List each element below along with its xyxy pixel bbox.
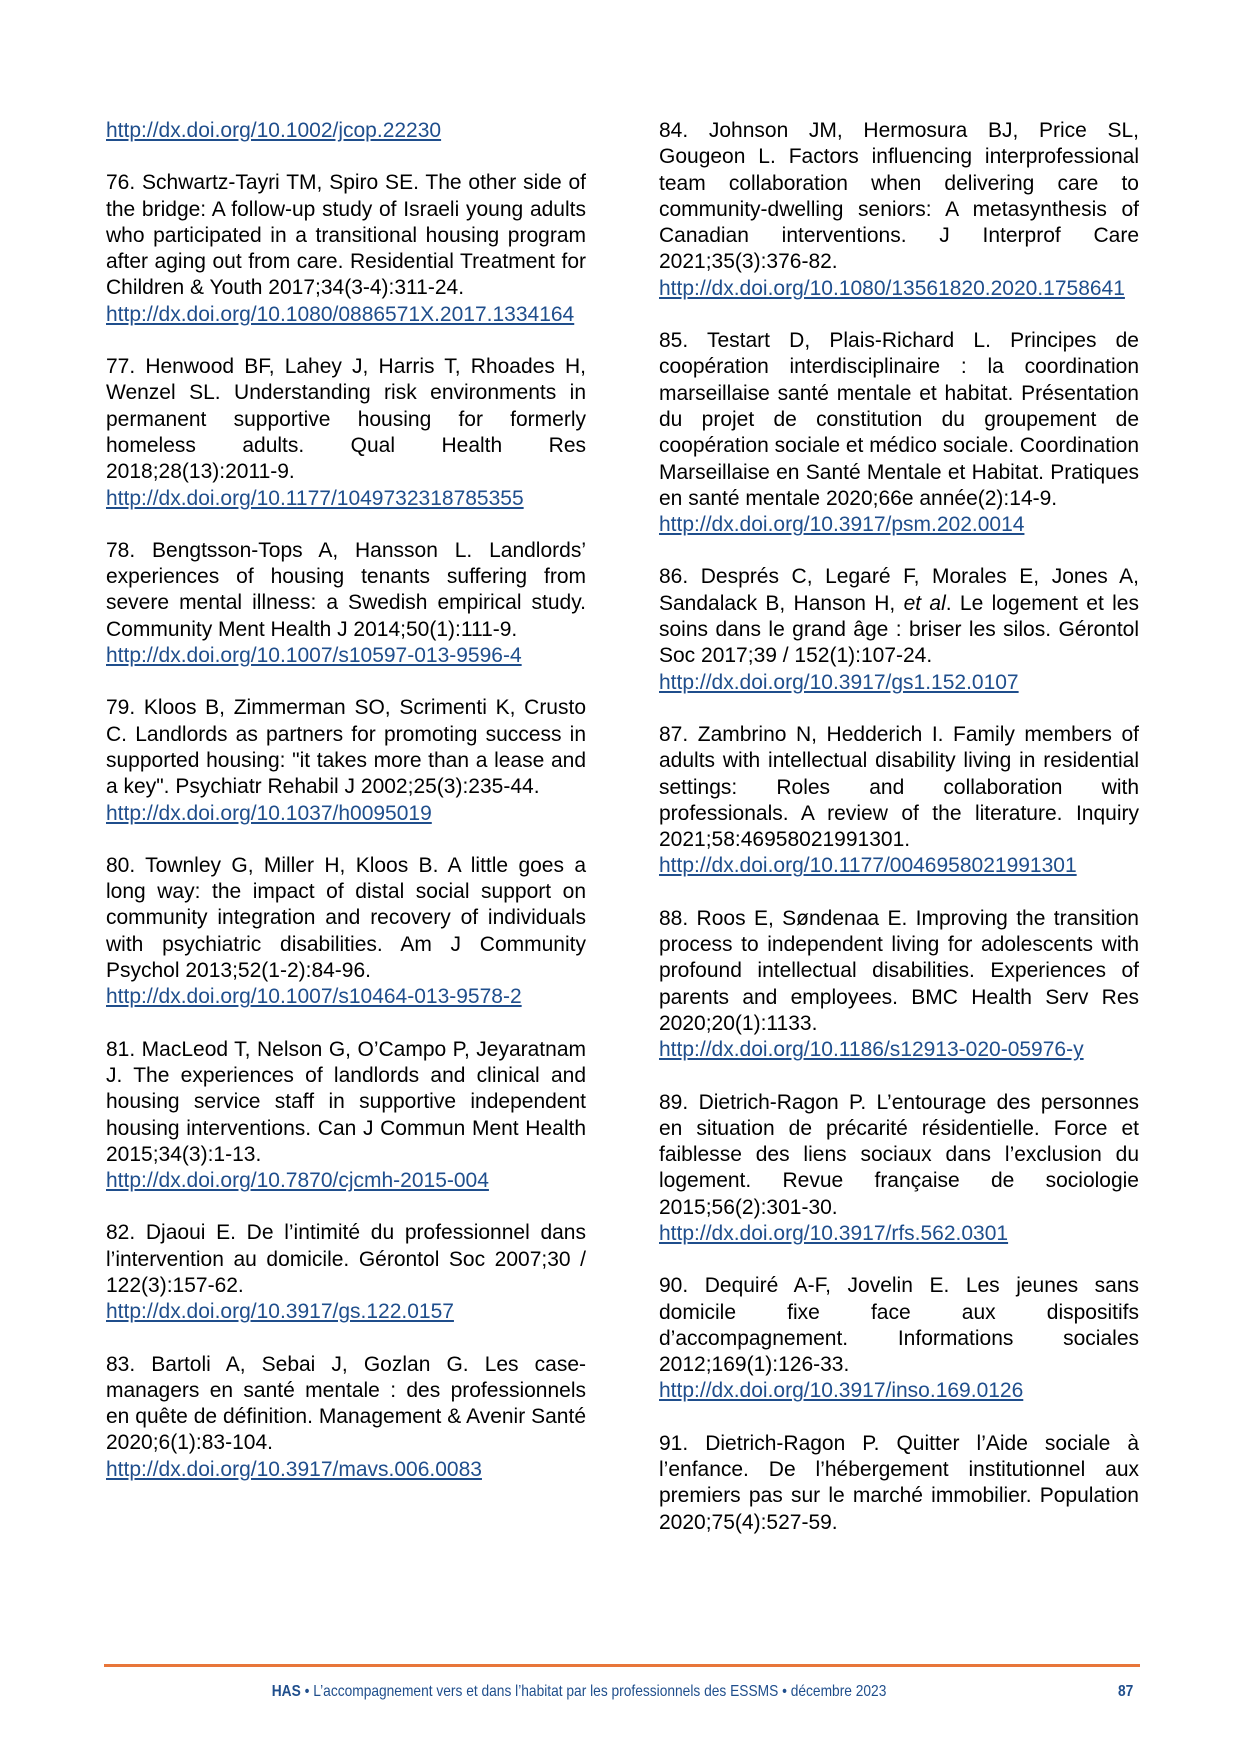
doi-link[interactable]: http://dx.doi.org/10.3917/inso.169.0126 [659,1379,1024,1403]
doi-link[interactable]: http://dx.doi.org/10.1080/0886571X.2017.1334164 [106,302,575,326]
reference-text: 81. MacLeod T, Nelson G, O’Campo P, Jeyaratnam J. The experiences of landlords and clinical and housing service staff in supportive independent housing interventions. Can J Commun Ment Health 2015;34(3):1-13. [106,1037,586,1166]
reference-item [659,1431,1139,1536]
reference-text: 77. Henwood BF, Lahey J, Harris T, Rhoades H, Wenzel SL. Understanding risk environments in permanent supportive housing for formerly homeless adults. Qual Health Res 2018;28(13):2011-9. [106,355,586,484]
footer-text [272,1683,1132,1701]
reference-text: 85. Testart D, Plais-Richard L. Principes de coopération interdisciplinaire : la coordination marseillaise santé mentale et habitat. Présentation du projet de constitution du groupement de coopération sociale et médico sociale. Coordination Marseillaise en Santé Mentale et Habitat. Pratiques en santé mentale 2020;66e année(2):14-9. [659,329,1139,510]
page-number: 87 [1118,1683,1134,1700]
footer-separator: • [300,1683,314,1700]
reference-text: 82. Djaoui E. De l’intimité du professionnel dans l’intervention au domicile. Gérontol Soc 2007;30 / 122(3):157-62. [106,1221,586,1297]
et-al-italic: et al [903,591,946,615]
reference-item [106,1352,586,1483]
footer-brand: HAS [271,1683,301,1700]
reference-item [659,1273,1139,1404]
reference-item [659,906,1139,1064]
footer-title: L’accompagnement vers et dans l’habitat par les professionnels des ESSMS [313,1683,779,1700]
reference-text-start: 86. Després C, Legaré F, Morales E, Jones A, Sandalack B, Hanson H, [659,565,1139,615]
doi-link[interactable]: http://dx.doi.org/10.1177/1049732318785355 [106,486,524,510]
reference-text-end: . Le logement et les soins dans le grand âge : briser les silos. Gérontol Soc 2017;39 / 152(1):107-24. [659,591,1139,668]
reference-text [659,564,1139,669]
footer-separator: • [778,1683,791,1700]
reference-item [659,1090,1139,1248]
doi-link[interactable]: http://dx.doi.org/10.7870/cjcmh-2015-004 [106,1169,489,1193]
reference-item [106,1220,586,1325]
reference-text: 89. Dietrich-Ragon P. L’entourage des personnes en situation de précarité résidentielle. Force et faiblesse des liens sociaux dans l’exclusion du logement. Revue française de sociologie 2015;56(2):301-30. [659,1090,1139,1219]
reference-item [106,354,586,512]
footer-date: décembre 2023 [790,1683,887,1700]
doi-link[interactable]: http://dx.doi.org/10.3917/gs1.152.0107 [659,670,1019,694]
reference-text: 83. Bartoli A, Sebai J, Gozlan G. Les case-managers en santé mentale : des professionnels en quête de définition. Management & Avenir Santé 2020;6(1):83-104. [106,1352,586,1455]
references-column-left [106,118,586,1509]
continued-reference-doi [106,118,586,144]
references-column-right [659,118,1139,1562]
doi-link[interactable]: http://dx.doi.org/10.1002/jcop.22230 [106,119,442,142]
reference-text: 84. Johnson JM, Hermosura BJ, Price SL, Gougeon L. Factors influencing interprofessional team collaboration when delivering care to community-dwelling seniors: A metasynthesis of Canadian interventions. J Interprof Care 2021;35(3):376-82. [659,119,1139,274]
reference-text: 87. Zambrino N, Hedderich I. Family members of adults with intellectual disability living in residential settings: Roles and collaboration with professionals. A review of the literature. Inquiry 2021;58:46958021991301. [659,722,1139,852]
reference-text: 88. Roos E, Søndenaa E. Improving the transition process to independent living for adolescents with profound intellectual disabilities. Experiences of parents and employees. BMC Health Serv Res 2020;20(1):1133. [659,906,1139,1035]
reference-item [106,1037,586,1195]
doi-link[interactable]: http://dx.doi.org/10.1037/h0095019 [106,801,432,825]
doi-link[interactable]: http://dx.doi.org/10.1177/0046958021991301 [659,854,1077,878]
reference-item [106,538,586,669]
reference-item [106,853,586,1011]
reference-text: 76. Schwartz-Tayri TM, Spiro SE. The other side of the bridge: A follow-up study of Israeli young adults who participated in a transitional housing program after aging out from care. Residential Treatment for Children & Youth 2017;34(3-4):311-24. [106,171,586,300]
reference-item [659,328,1139,538]
doi-link[interactable]: http://dx.doi.org/10.3917/psm.202.0014 [659,513,1025,537]
reference-item [106,695,586,826]
reference-text: 80. Townley G, Miller H, Kloos B. A little goes a long way: the impact of distal social support on community integration and recovery of individuals with psychiatric disabilities. Am J Community Psychol 2013;52(1-2):84-96. [106,853,586,983]
reference-item [659,118,1139,302]
reference-text: 90. Dequiré A-F, Jovelin E. Les jeunes sans domicile fixe face aux dispositifs d’accompagnement. Informations sociales 2012;169(1):126-33. [659,1274,1139,1377]
doi-link[interactable]: http://dx.doi.org/10.1007/s10597-013-9596-4 [106,644,522,668]
reference-text: 79. Kloos B, Zimmerman SO, Scrimenti K, Crusto C. Landlords as partners for promoting success in supported housing: "it takes more than a lease and a key". Psychiatr Rehabil J 2002;25(3):235-44. [106,696,586,799]
reference-item [106,170,586,328]
doi-link[interactable]: http://dx.doi.org/10.3917/mavs.006.0083 [106,1457,482,1481]
reference-item [659,564,1139,695]
doi-link[interactable]: http://dx.doi.org/10.3917/rfs.562.0301 [659,1221,1009,1245]
reference-item [659,722,1139,880]
doi-link[interactable]: http://dx.doi.org/10.3917/gs.122.0157 [106,1300,454,1324]
reference-text: 91. Dietrich-Ragon P. Quitter l’Aide sociale à l’enfance. De l’hébergement institutionnel aux premiers pas sur le marché immobilier. Population 2020;75(4):527-59. [659,1431,1139,1534]
footer-divider [104,1664,1140,1667]
doi-link[interactable]: http://dx.doi.org/10.1186/s12913-020-05976-y [659,1038,1084,1062]
doi-link[interactable]: http://dx.doi.org/10.1080/13561820.2020.1758641 [659,276,1125,300]
page-footer [104,1683,995,1707]
reference-text: 78. Bengtsson-Tops A, Hansson L. Landlords’ experiences of housing tenants suffering from severe mental illness: a Swedish empirical study. Community Ment Health J 2014;50(1):111-9. [106,538,586,641]
doi-link[interactable]: http://dx.doi.org/10.1007/s10464-013-9578-2 [106,985,522,1009]
